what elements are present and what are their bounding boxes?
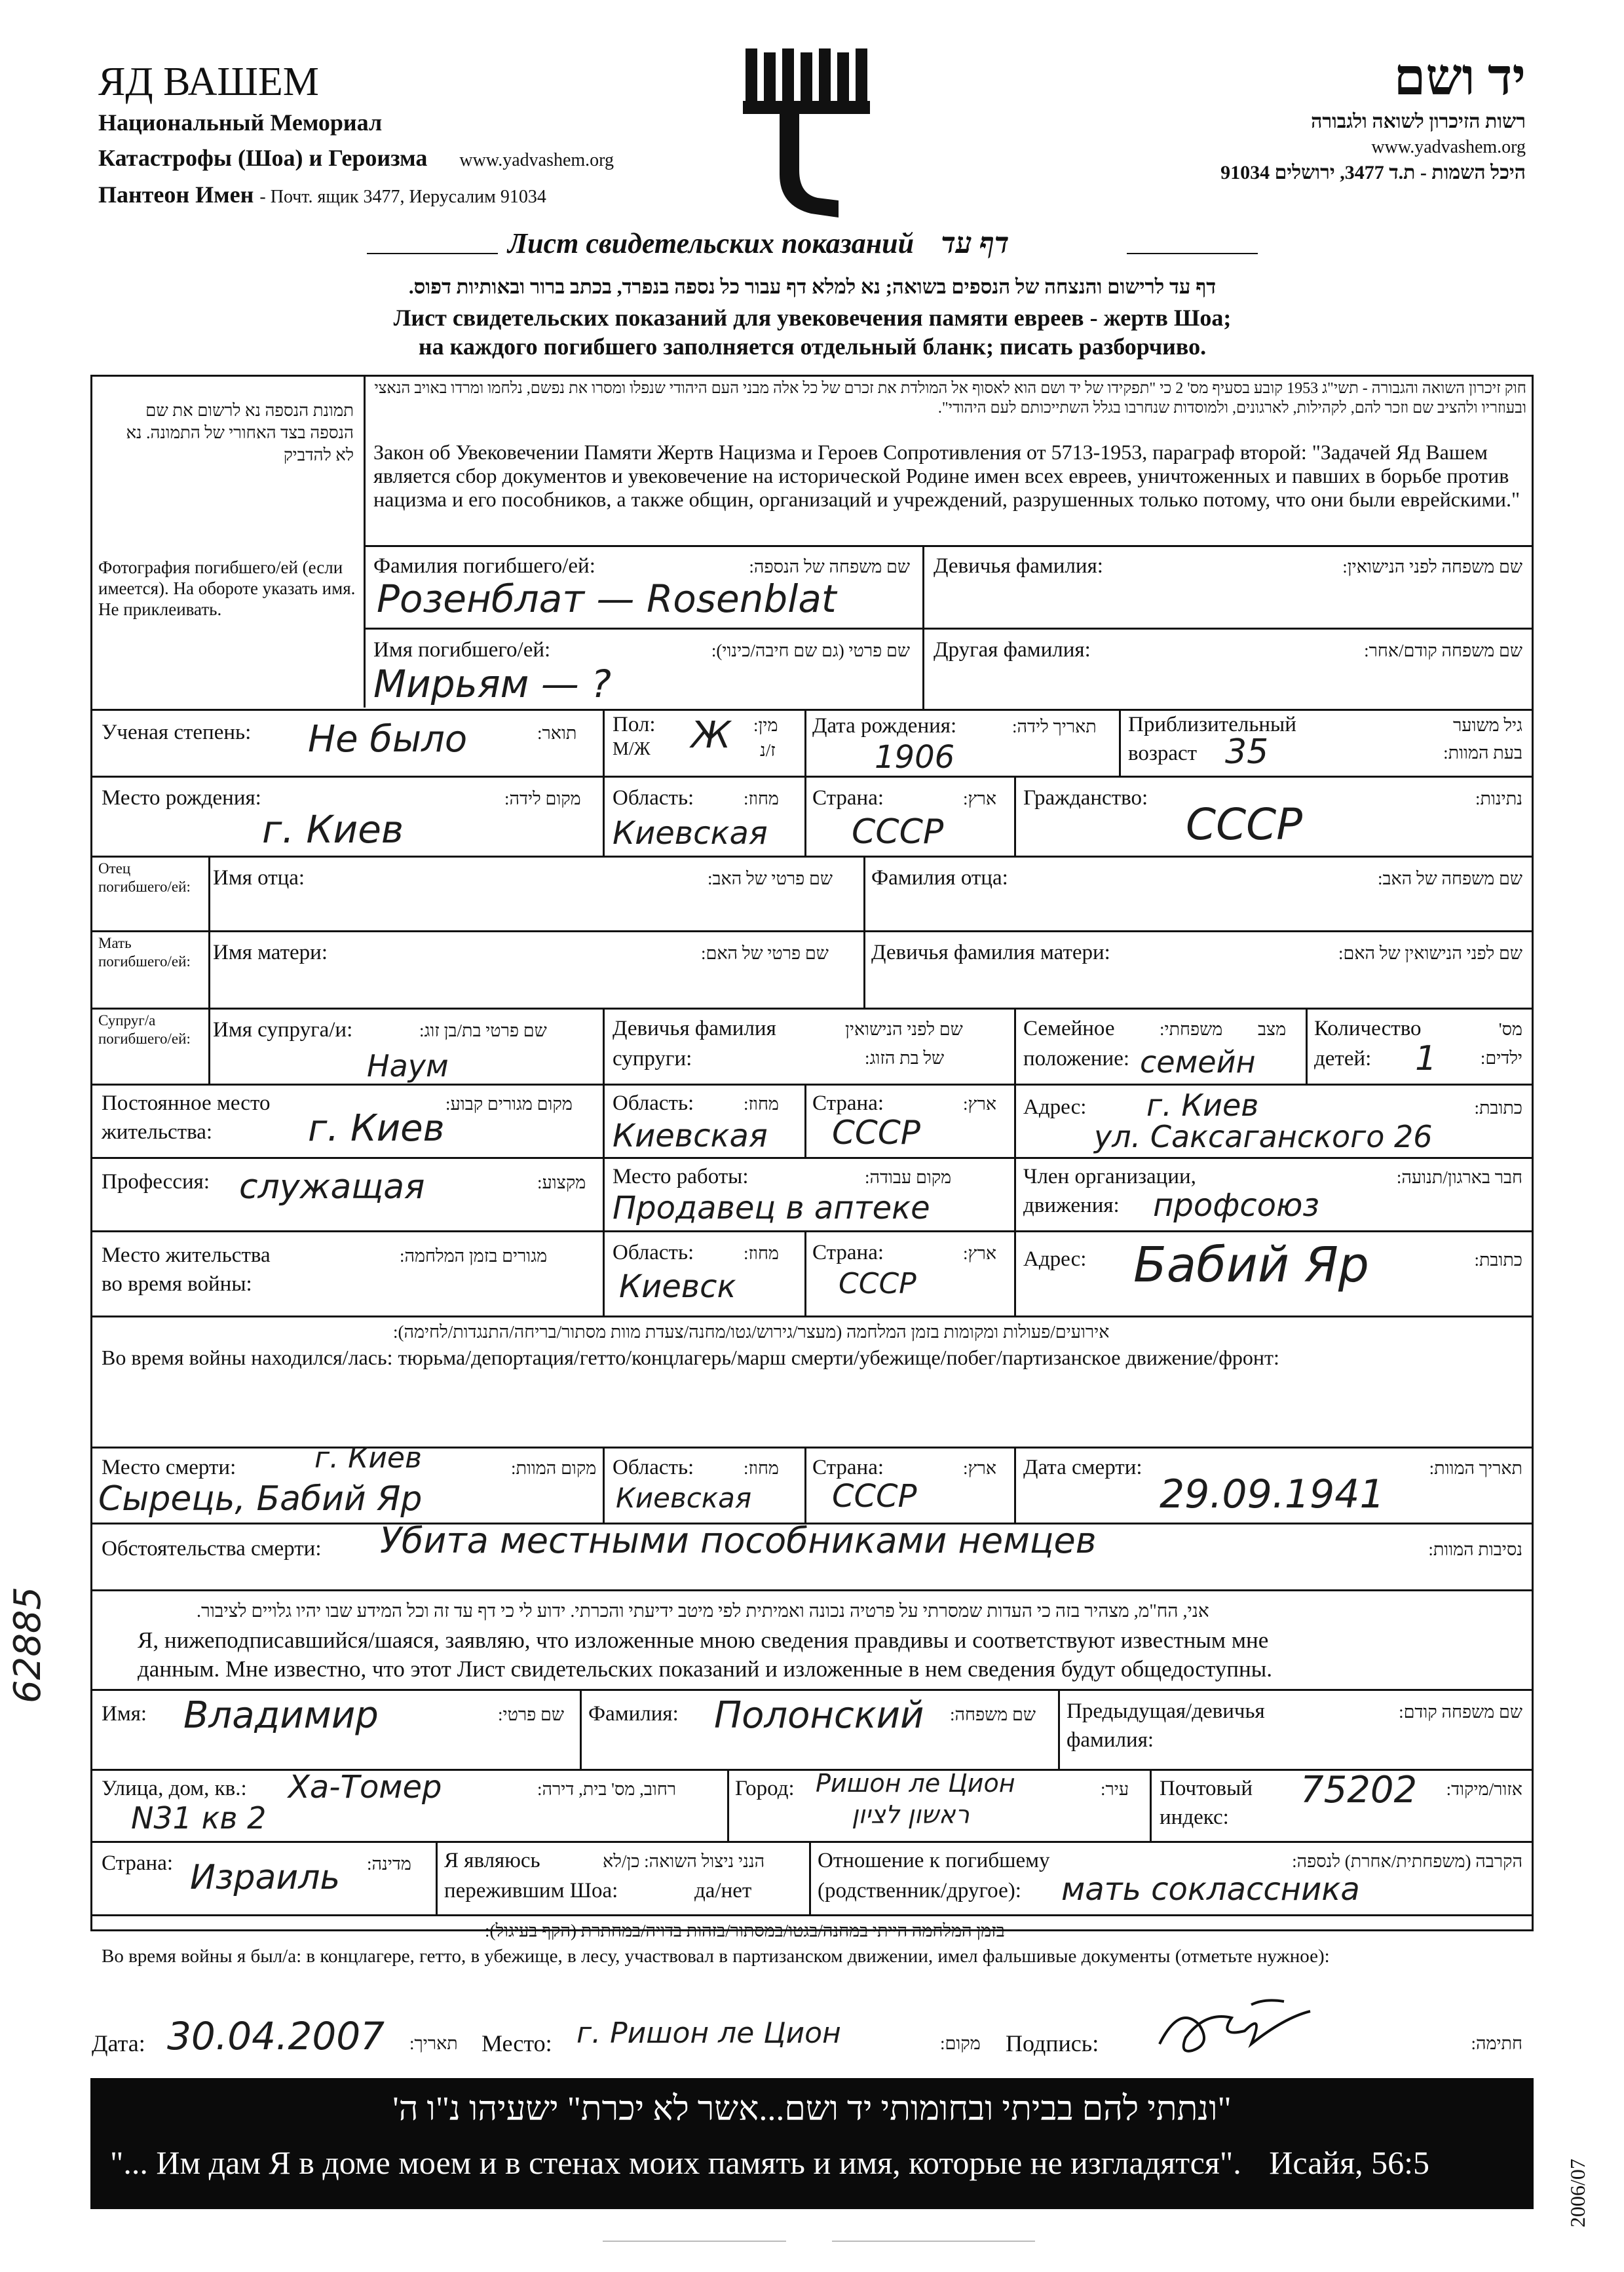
death-region-he: מחוז: [744,1458,779,1478]
relation-label-1: Отношение к погибшему [818,1849,1050,1872]
war-address-label: Адрес: [1023,1247,1087,1271]
yad-vashem-logo [734,46,878,223]
residence-address-value-1: г. Киев [1146,1088,1259,1123]
victim-surname-label: Фамилия погибшего/ей: [373,554,595,578]
children-label-2: детей: [1314,1047,1372,1070]
header-russian [98,59,614,214]
war-address-he: כתובת: [1474,1250,1522,1270]
residence-country-label: Страна: [812,1091,884,1115]
victim-other-surname-he: שם משפחה קודם/אחר: [1364,641,1522,660]
side-code: 2006/07 [1566,2159,1589,2227]
organization-label-1: Член организации, [1023,1165,1196,1188]
birth-date-value: 1906 [875,739,955,776]
submitter-war-ru: Во время войны я был/а: в концлагере, гетто, в убежище, в лесу, участвовал в партизанском движении, имел фальшивые документы (отметьте нужное): [102,1946,1330,1967]
victim-maiden-he: שם משפחה לפני הנישואין: [1342,557,1522,577]
submitter-city-he: עיר: [1101,1779,1129,1799]
victim-other-surname-label: Другая фамилия: [934,638,1091,662]
residence-address-he: כתובת: [1474,1098,1522,1118]
birthplace-value: г. Киев [262,807,404,852]
birth-region-he: מחוז: [744,789,779,808]
mother-maiden-label: Девичья фамилия матери: [871,941,1110,964]
quote-source: Исайя, 56:5 [1269,2144,1430,2181]
residence-address-label: Адрес: [1023,1095,1087,1119]
submitter-surname-value: Полонский [714,1694,924,1737]
footer-date-he: תאריך: [409,2034,458,2053]
war-region-label: Область: [613,1241,694,1264]
survivor-options[interactable]: да/нет [694,1879,752,1903]
residence-label-2: жительства: [102,1120,213,1144]
spouse-maiden-he-1: שם לפני הנישואין [845,1019,963,1039]
residence-address-value-2: ул. Саксаганского 26 [1094,1119,1433,1154]
father-side-label: Отец погибшего/ей: [98,860,191,895]
residence-country-he: ארץ: [963,1094,997,1114]
submitter-street-label: Улица, дом, кв.: [102,1777,247,1800]
form-title-he: דף עד [941,227,1010,259]
photo-label-ru: Фотография погибшего/ей (если имеется). На обороте указать имя. Не приклеивать. [98,558,356,619]
he-org-line3: היכל השמות - ת.ד 3477, ירושלים 91034 [1220,162,1526,183]
submitter-prev-label-1: Предыдущая/девичья [1067,1699,1265,1723]
relation-he: הקרבה (משפחתית/אחרת) לנספה: [1292,1851,1522,1871]
ru-org-title: ЯД ВАШЕМ [98,60,319,104]
father-name-label: Имя отца: [213,866,305,890]
death-circumstances-he: נסיבות המוות: [1428,1540,1522,1559]
organization-label-2: движения: [1023,1194,1120,1217]
death-region-value: Киевская [616,1482,752,1514]
submitter-zip-label-1: Почтовый [1160,1777,1253,1800]
organization-he: חבר בארגון/תנועה: [1396,1167,1522,1187]
death-date-he: תאריך המוות: [1429,1458,1522,1478]
spouse-side-label: Супруг/а погибшего/ей: [98,1012,191,1047]
residence-label-1: Постоянное место [102,1091,271,1115]
signature [1153,1992,1323,2064]
family-status-label-2: положение: [1023,1047,1130,1070]
victim-name-label: Имя погибшего/ей: [373,638,551,662]
profession-label: Профессия: [102,1170,210,1194]
mother-maiden-he: שם לפני הנישואין של האם: [1338,943,1522,963]
submitter-prev-label-2: фамилия: [1067,1728,1154,1752]
residence-country-value: СССР [832,1114,920,1152]
spouse-name-he: שם פרטי בת/בן זוג: [419,1021,547,1040]
sex-he: מין: [753,715,778,735]
death-place-label: Место смерти: [102,1456,236,1479]
he-org-line1: רשות הזיכרון לשואה ולגבורה [1311,111,1526,132]
victim-surname-value: Розенблат — Rosenblat [377,577,837,621]
sex-label: Пол: [613,713,656,736]
war-country-value: СССР [839,1267,916,1300]
spouse-maiden-he-2: של בת הזוג: [865,1048,945,1068]
workplace-he: מקום עבודה: [865,1167,952,1187]
submitter-street-he: רחוב, מס' בית, דירה: [537,1779,677,1799]
mother-name-label: Имя матери: [213,941,328,964]
children-he-1: מס' [1498,1019,1522,1039]
submitter-country-value: Израиль [190,1858,341,1897]
family-status-he-2: משפחתי: [1160,1019,1223,1039]
death-country-value: СССР [832,1478,917,1515]
death-date-label: Дата смерти: [1023,1456,1142,1479]
death-country-he: ארץ: [963,1458,997,1478]
residence-he: מקום מגורים קבוע: [445,1094,573,1114]
age-he-1: גיל משוער [1453,715,1522,735]
spouse-name-value: Наум [367,1048,449,1084]
children-he-2: ילדים: [1480,1048,1522,1068]
survivor-label-1: Я являюсь [444,1849,540,1872]
sex-sub: М/Ж [613,739,651,759]
age-label-2: возраст [1128,742,1198,765]
war-region-he: מחוז: [744,1243,779,1263]
age-he-2: בעת המוות: [1443,743,1522,763]
submitter-street-value-1: Ха-Томер [288,1769,442,1806]
survivor-label-2: пережившим Шоа: [444,1879,618,1903]
war-country-he: ארץ: [963,1243,997,1263]
residence-region-label: Область: [613,1091,694,1115]
family-status-label-1: Семейное [1023,1017,1115,1040]
submitter-zip-he: אזור/מיקוד: [1446,1779,1522,1799]
profession-he: מקצוע: [537,1173,586,1192]
submitter-name-he: שם פרטי: [498,1705,565,1724]
degree-he: תואר: [537,723,577,743]
footer-place-value: г. Ришон ле Цион [576,2016,841,2050]
footer-place-label: Место: [482,2030,552,2056]
father-surname-label: Фамилия отца: [871,866,1008,890]
sex-he-sub: ז/נ [760,740,776,760]
war-events-ru: Во время войны находился/лась: тюрьма/депортация/гетто/концлагерь/марш смерти/убежище/побег/партизанское движение/фронт: [102,1346,1279,1369]
birthplace-label: Место рождения: [102,786,261,810]
citizenship-value: СССР [1186,799,1303,850]
quote-banner [90,2078,1534,2209]
form-title-ru: Лист свидетельских показаний [508,227,915,259]
form-title [508,227,1009,260]
degree-value: Не было [308,718,468,761]
birth-country-value: СССР [852,812,944,852]
organization-value: профсоюз [1153,1187,1319,1224]
war-residence-label-1: Место жительства [102,1243,271,1267]
declaration-ru-1: Я, нижеподписавшийся/шаяся, заявляю, что изложенные мною сведения правдивы и соответствуют известным мне [138,1627,1269,1653]
war-residence-he: מגורים בזמן המלחמה: [400,1246,548,1266]
submitter-zip-value: 75202 [1300,1769,1418,1811]
submitter-surname-label: Фамилия: [588,1702,679,1726]
spouse-maiden-label-1: Девичья фамилия [613,1017,776,1040]
he-org-title: יד ושם [1393,48,1526,105]
father-name-he: שם פרטי של האב: [708,869,833,888]
submitter-name-value: Владимир [183,1694,379,1737]
header-hebrew [1220,46,1526,186]
spouse-maiden-label-2: супруги: [613,1047,692,1070]
family-status-he-1: מצב [1258,1019,1287,1039]
relation-label-2: (родственник/другое): [818,1879,1021,1903]
victim-maiden-label: Девичья фамилия: [934,554,1103,578]
submitter-city-value-1: Ришон ле Цион [816,1769,1015,1798]
submitter-country-label: Страна: [102,1851,174,1875]
citizenship-label: Гражданство: [1023,786,1148,810]
ru-org-line2: Катастрофы (Шоа) и Героизма [98,145,428,171]
death-region-label: Область: [613,1456,694,1479]
he-url: www.yadvashem.org [1371,137,1526,157]
footer-sign-label: Подпись: [1006,2030,1099,2056]
residence-region-value: Киевская [613,1118,768,1154]
footer-sign-he: חתימה: [1471,2034,1522,2053]
family-status-value: семейн [1140,1044,1256,1080]
birth-country-label: Страна: [812,786,884,810]
sex-value: Ж [691,714,731,757]
residence-city-value: г. Киев [308,1107,445,1150]
spouse-name-label: Имя супруга/и: [213,1018,353,1042]
mother-name-he: שם פרטי של האם: [701,943,829,963]
submitter-city-label: Город: [735,1777,795,1800]
birth-date-label: Дата рождения: [812,714,957,738]
survivor-he: הנני ניצול השואה: כן/לא [603,1851,765,1871]
footer-date-label: Дата: [92,2030,145,2056]
ru-org-line1: Национальный Мемориал [98,109,383,136]
submitter-street-value-2: N31 кв 2 [131,1800,267,1836]
war-country-label: Страна: [812,1241,884,1264]
age-value: 35 [1225,732,1269,772]
citizenship-he: נתינות: [1475,789,1522,808]
residence-region-he: מחוז: [744,1094,779,1114]
submitter-prev-he: שם משפחה קודם: [1399,1702,1522,1722]
law-text-ru: Закон об Увековечении Памяти Жертв Нацизма и Героев Сопротивления от 5713-1953, параграф второй: "Задачей Яд Вашем является сбор документов и увековечение на исторической Родине имен всех евреев, уничтоженных и павших в борьбе против нацизма и его пособников, а также общин, организаций и учреждений, разрушенных только потому, что они были еврейскими." [373,440,1520,511]
footer-date-value: 30.04.2007 [167,2014,385,2058]
instructions-ru-1: Лист свидетельских показаний для увековечения памяти евреев - жертв Шоа; [393,305,1232,331]
declaration-ru-2: данным. Мне известно, что этот Лист свидетельских показаний и изложенные в нем сведения будут общедоступны. [138,1656,1272,1682]
submitter-name-label: Имя: [102,1702,147,1726]
footer-place-he: מקום: [940,2034,981,2053]
birth-date-he: תאריך לידה: [1012,717,1097,736]
father-surname-he: שם משפחה של האב: [1378,869,1522,888]
law-text-he: חוק זיכרון השואה והגבורה - תשי"ג 1953 קובע בסעיף מס' 2 כי "תפקידו של יד ושם הוא לאסוף אל המולדת את זכרם של כל אלה מבני העם היהודי שנפלו ומסרו את נפשם, נלחמו ומרדו באויב הנאצי ובעוזריו ולהציב שם וזכר להם, לקהילות, לארגונים, ולמוסדות שנחרבו בגלל השתייכותם לעם היהודי". [374,380,1526,417]
victim-name-he: שם פרטי (גם שם חיבה/כינוי): [711,641,910,660]
quote-ru: "... Им дам Я в доме моем и в стенах моих память и имя, которые не изгладятся". [110,2144,1241,2181]
workplace-label: Место работы: [613,1165,749,1188]
submitter-war-he: בזמן המלחמה הייתי במחנה/בגטו/במסתור/בזהות בדויה/במחתרת (הקף בעיגול): [485,1921,1005,1941]
submitter-zip-label-2: индекс: [1160,1806,1229,1829]
ru-address: - Почт. ящик 3477, Иерусалим 91034 [259,187,546,207]
birthplace-he: מקום לידה: [504,789,581,808]
war-residence-label-2: во время войны: [102,1272,252,1296]
death-place-value-1: г. Киев [314,1441,422,1475]
mother-side-label: Мать погибшего/ей: [98,935,191,970]
submitter-country-he: מדינה: [367,1854,411,1874]
relation-value: мать соклассника [1061,1871,1360,1908]
death-place-value-2: Сырець, Бабий Яр [98,1479,423,1519]
death-date-value: 29.09.1941 [1160,1471,1385,1517]
war-address-value: Бабий Яр [1133,1237,1369,1293]
ru-org-line3: Пантеон Имен [98,181,254,208]
age-label-1: Приблизительный [1128,713,1296,736]
ru-url: www.yadvashem.org [459,150,614,170]
profession-value: служащая [239,1167,425,1207]
instructions-he: דף עד לרישום והנצחה של הנספים בשואה; נא למלא דף עבור כל נספה בנפרד, בכתב ברור ובאותיות דפוס. [408,275,1217,298]
workplace-value: Продавец в аптеке [613,1190,930,1226]
degree-label: Ученая степень: [102,721,252,744]
children-value: 1 [1415,1039,1437,1078]
death-country-label: Страна: [812,1456,884,1479]
death-place-he: מקום המוות: [511,1458,597,1478]
war-events-he: אירועים/פעולות ומקומות בזמן המלחמה (מעצר/גירוש/גטו/מחנה/צעדת מוות מסתור/בריחה/התנגדות/לחימה): [393,1322,1110,1342]
death-circumstances-label: Обстоятельства смерти: [102,1537,322,1561]
birth-region-value: Киевская [613,815,768,852]
death-circumstances-value: Убита местными пособниками немцев [380,1520,1097,1561]
victim-surname-he: שם משפחה של הנספה: [749,557,910,577]
submitter-surname-he: שם משפחה: [950,1705,1036,1724]
photo-label-he: תמונת הנספה נא לרשום את שם הנספה בצד האחורי של התמונה. נא לא להדביק [126,401,354,464]
birth-region-label: Область: [613,786,694,810]
instructions-ru-2: на каждого погибшего заполняется отдельный бланк; писать разборчиво. [418,333,1207,360]
submitter-city-value-2: ראשון לציון [852,1800,970,1829]
quote-he: "ונתתי להם בביתי ובחומותי יד ושם...אשר לא יכרת" ישעיהו נ"ו ה' [392,2091,1232,2128]
side-number: 62885 [7,1586,49,1703]
declaration-he: אני, הח"מ, מצהיר בזה כי העדות שמסרתי על פרטיה נכונה ואמיתית לפי מיטב ידיעתי והכרתי. ידוע לי כי דף עד זה וכל המידע שבו יהיו גלויים לציבור. [197,1601,1209,1621]
birth-country-he: ארץ: [963,789,997,808]
children-label-1: Количество [1314,1017,1422,1040]
war-region-value: Киевск [619,1268,736,1305]
victim-name-value: Мирьям — ? [373,662,612,706]
